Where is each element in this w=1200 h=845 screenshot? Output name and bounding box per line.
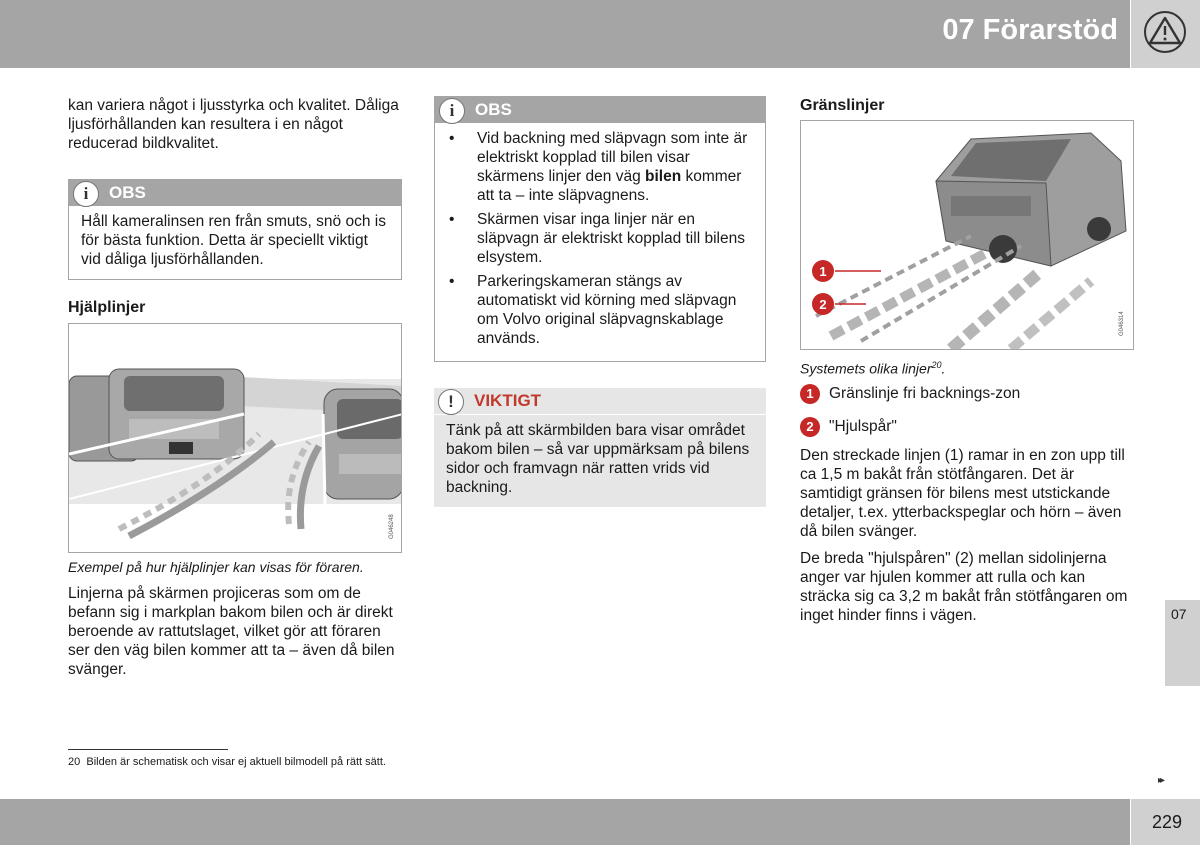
- figure-caption: Exempel på hur hjälplinjer kan visas för föraren.: [68, 559, 364, 575]
- viktigt-label: VIKTIGT: [474, 391, 542, 410]
- obs-bullet-list: [435, 129, 753, 348]
- callout-number: 2: [800, 417, 820, 437]
- callout-item: [800, 384, 1134, 404]
- column-3: [800, 96, 1134, 625]
- obs-note: [68, 179, 402, 280]
- obs-text: Håll kameralinsen ren från smuts, snö och is för bästa funktion. Detta är speciellt viktigt vid dåliga ljusförhållanden.: [81, 213, 386, 268]
- section-heading-2: Gränslinjer: [800, 97, 885, 114]
- next-page-icon: ▸▸: [1158, 775, 1163, 786]
- callout-item: [800, 417, 1134, 437]
- body-text: Den streckade linjen (1) ramar in en zon upp till ca 1,5 m bakåt från stötfångaren. Det är samtidigt gränsen för bilens mest utstickande detaljer, t.ex. ytterbackspeglar och hörn – även då bilen svänger.: [800, 446, 1125, 540]
- column-2: [434, 96, 766, 507]
- section-heading: Hjälplinjer: [68, 299, 146, 316]
- obs-note-2: [434, 96, 766, 362]
- list-item: • Skärmen visar inga linjer när en släpvagn är elektriskt kopplad till bilens elsystem.: [435, 210, 753, 267]
- viktigt-text: Tänk på att skärmbilden bara visar området bakom bilen – så var uppmärksam på bilens sidor och framvagn när ratten vrids vid backning.: [446, 422, 750, 496]
- exclamation-icon: !: [438, 389, 464, 415]
- obs-label-2: OBS: [475, 100, 512, 119]
- obs-header-2: [435, 97, 765, 123]
- callout-marker: 1: [819, 264, 827, 279]
- warning-triangle-icon: [1143, 10, 1187, 54]
- page-number-box: [1131, 799, 1200, 845]
- obs-header: [69, 180, 401, 206]
- info-icon: i: [73, 181, 99, 207]
- page-header: [0, 0, 1130, 68]
- callout-number: 1: [800, 384, 820, 404]
- callout-text: "Hjulspår": [829, 417, 897, 435]
- obs-body-2: [435, 123, 765, 361]
- column-1: [68, 96, 402, 679]
- boundary-lines-figure: [800, 120, 1134, 350]
- intro-text: kan variera något i ljusstyrka och kvalitet. Dåliga ljusförhållanden kan resultera i en något reducerad bildkvalitet.: [68, 97, 399, 152]
- callout-marker: 2: [819, 297, 827, 312]
- viktigt-note: [434, 388, 766, 507]
- footnote-divider: [68, 749, 228, 750]
- list-item: • Vid backning med släpvagn som inte är elektriskt kopplad till bilen visar skärmens linjer den väg bilen kommer att ta – inte släpvagnens.: [435, 129, 753, 205]
- footnote-number: 20: [68, 756, 81, 768]
- callout-text: Gränslinje fri backnings-zon: [829, 384, 1021, 402]
- viktigt-header: [434, 388, 766, 415]
- callout-legend: [800, 384, 1134, 437]
- parking-camera-illustration: [69, 324, 402, 552]
- side-tab-label: 07: [1171, 606, 1187, 622]
- guide-lines-figure: [68, 323, 402, 553]
- list-item: • Parkeringskameran stängs av automatiskt vid körning med släpvagn om Volvo original släpvagnskablage används.: [435, 272, 753, 348]
- figure-code: G046248: [389, 514, 395, 539]
- footnote-text: Bilden är schematisk och visar ej aktuell bilmodell på rätt sätt.: [86, 756, 386, 768]
- page-number: 229: [1151, 812, 1182, 832]
- footnote: [68, 756, 386, 768]
- body-text: Linjerna på skärmen projiceras som om de befann sig i markplan bakom bilen och är direkt beroende av rattutslaget, vilket gör att föraren ser den väg bilen kommer att ta – även då bilen svänger.: [68, 585, 395, 678]
- obs-label: OBS: [109, 183, 146, 202]
- figure-code: G046314: [1119, 311, 1125, 336]
- chapter-title: 07 Förarstöd: [942, 14, 1118, 46]
- header-icon-box: [1131, 0, 1200, 68]
- car-lines-illustration: [801, 121, 1134, 349]
- body-text: De breda "hjulspåren" (2) mellan sidolinjerna anger var hjulen kommer att rulla och kan sträcka sig ca 3,2 m bakåt från stötfångaren om inget hinder finns i vägen.: [800, 549, 1128, 624]
- page-footer: [0, 799, 1130, 845]
- figure-caption-2: Systemets olika linjer$^{20}$.: [800, 360, 946, 377]
- chapter-side-tab: [1165, 600, 1200, 686]
- info-icon: i: [439, 98, 465, 124]
